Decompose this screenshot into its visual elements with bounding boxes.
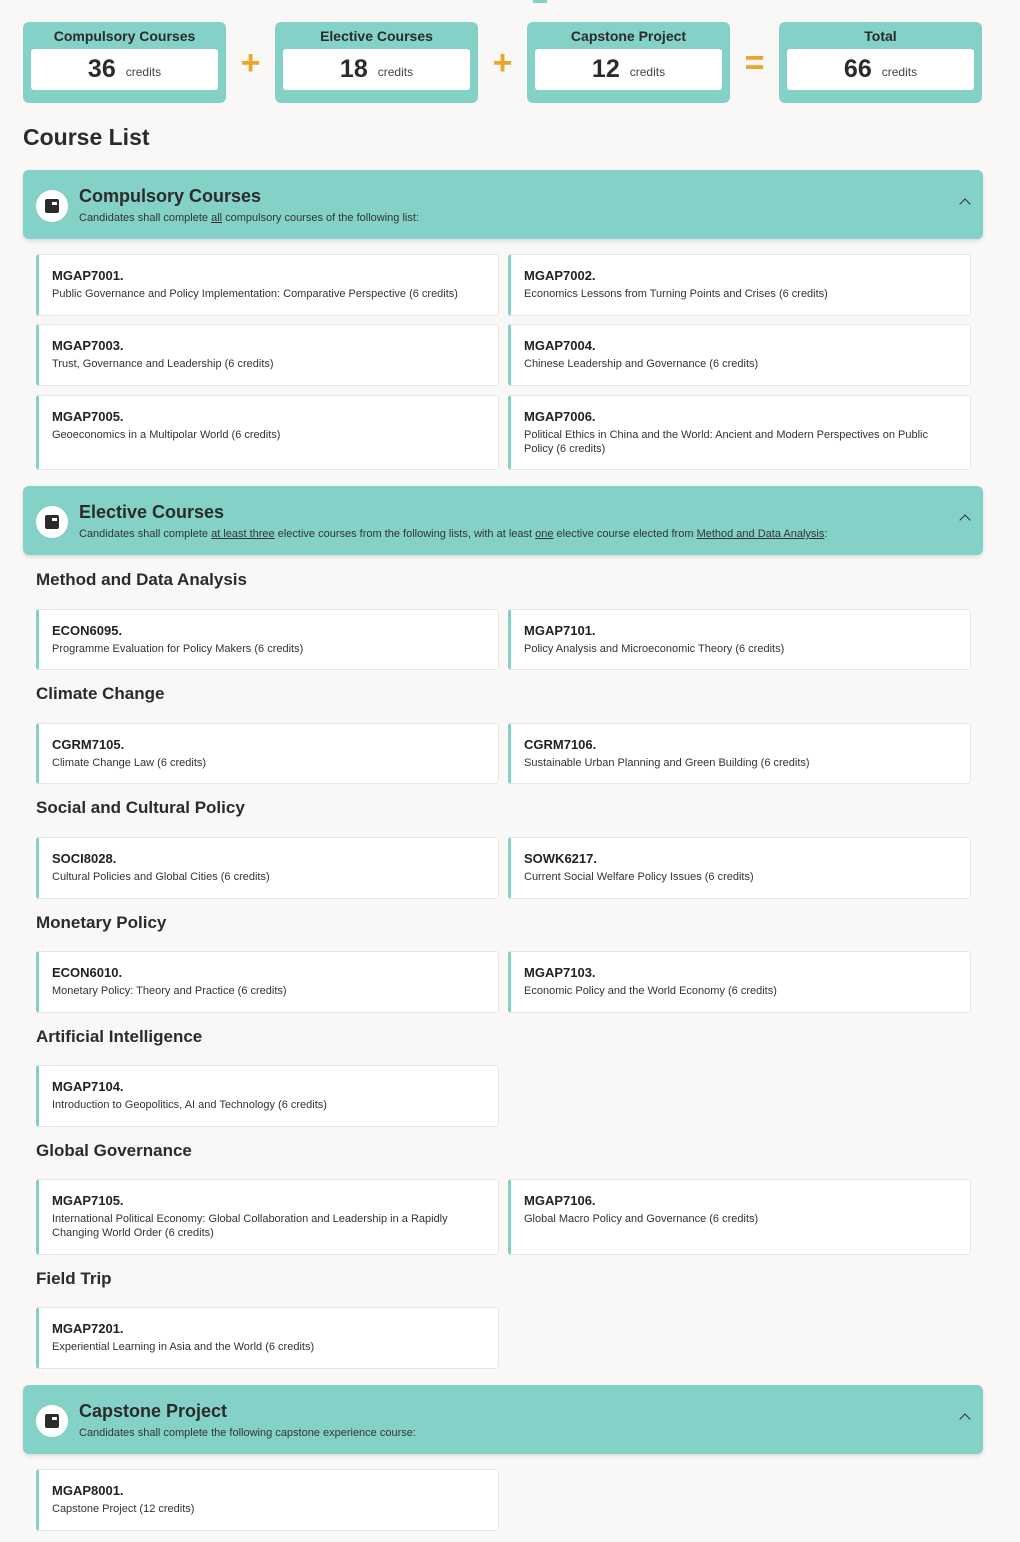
course-card[interactable]: [508, 324, 971, 386]
course-card[interactable]: [36, 254, 499, 316]
card-title: Compulsory Courses: [53, 28, 196, 44]
course-code: SOWK6217.: [524, 851, 597, 866]
course-card[interactable]: [36, 837, 499, 899]
group-title: Field Trip: [36, 1269, 112, 1288]
course-card[interactable]: [36, 395, 499, 470]
course-code: ECON6010.: [52, 965, 123, 980]
course-name: Climate Change Law (6 credits): [52, 757, 207, 769]
total-credits-card: [779, 22, 982, 103]
course-name: Public Governance and Policy Implementation: Comparative Perspective (6 credits): [52, 288, 458, 300]
course-code: MGAP7002.: [524, 268, 596, 283]
compulsory-section-header[interactable]: [23, 170, 983, 239]
card-unit: credits: [125, 65, 162, 79]
course-code: MGAP7003.: [52, 338, 124, 353]
section-description: Candidates shall complete the following capstone experience course:: [79, 1427, 416, 1439]
book-icon: [36, 1405, 68, 1437]
course-code: MGAP7201.: [52, 1321, 124, 1336]
course-name: Geoeconomics in a Multipolar World (6 credits): [52, 429, 281, 441]
card-value-box: [283, 49, 470, 90]
capstone-credits-card: [527, 22, 730, 103]
course-card[interactable]: [36, 1307, 499, 1369]
course-card[interactable]: [36, 609, 499, 670]
course-name: Cultural Policies and Global Cities (6 credits): [52, 871, 270, 883]
group-title: Artificial Intelligence: [36, 1027, 203, 1046]
course-code: MGAP7104.: [52, 1079, 124, 1094]
course-code: MGAP7106.: [524, 1193, 596, 1208]
course-card[interactable]: [36, 723, 499, 784]
card-unit: credits: [881, 65, 918, 79]
credit-summary: [23, 22, 983, 103]
course-name: Political Ethics in China and the World: Ancient and Modern Perspectives on Public Policy (6 credits): [524, 429, 928, 455]
course-card[interactable]: [508, 1179, 971, 1255]
course-name: Policy Analysis and Microeconomic Theory (6 credits): [524, 643, 785, 655]
card-unit: credits: [377, 65, 414, 79]
course-name: Experiential Learning in Asia and the World (6 credits): [52, 1341, 315, 1353]
course-card[interactable]: [36, 1179, 499, 1255]
card-value-box: [31, 49, 218, 90]
card-value: 36: [87, 55, 116, 83]
course-name: Monetary Policy: Theory and Practice (6 credits): [52, 985, 287, 997]
group-title: Monetary Policy: [36, 913, 167, 932]
chevron-up-icon[interactable]: [959, 198, 970, 209]
course-code: MGAP7101.: [524, 623, 596, 638]
course-card[interactable]: [508, 254, 971, 316]
section-title: Elective Courses: [79, 502, 225, 522]
group-title: Climate Change: [36, 684, 165, 703]
course-code: MGAP7105.: [52, 1193, 124, 1208]
course-code: MGAP7001.: [52, 268, 124, 283]
course-code: MGAP7004.: [524, 338, 596, 353]
course-card[interactable]: [36, 324, 499, 386]
card-value-box: [535, 49, 722, 90]
course-card[interactable]: [508, 723, 971, 784]
section-description: Candidates shall complete all compulsory courses of the following list:: [79, 212, 419, 224]
course-name: Trust, Governance and Leadership (6 credits): [52, 358, 274, 370]
group-title: Global Governance: [36, 1141, 192, 1160]
course-card[interactable]: [508, 837, 971, 899]
section-title: Capstone Project: [79, 1401, 228, 1421]
course-name: International Political Economy: Global Collaboration and Leadership in a Rapidly Changing World Order (6 credits): [52, 1213, 448, 1239]
section-title: Compulsory Courses: [79, 186, 262, 206]
chevron-up-icon[interactable]: [959, 514, 970, 525]
equals-sign: =: [744, 44, 765, 82]
course-card[interactable]: [36, 951, 499, 1013]
course-code: MGAP7005.: [52, 409, 124, 424]
course-card[interactable]: [508, 951, 971, 1013]
plus-sign: +: [240, 44, 261, 82]
clipped-text-line: [18, 0, 538, 2]
card-value: 12: [591, 55, 620, 83]
course-name: Economic Policy and the World Economy (6 credits): [524, 985, 777, 997]
course-card[interactable]: [508, 395, 971, 470]
course-card[interactable]: [36, 1469, 499, 1531]
card-title: Capstone Project: [570, 28, 687, 44]
plus-sign: +: [492, 44, 513, 82]
card-title: Elective Courses: [320, 28, 433, 44]
course-card[interactable]: [36, 1065, 499, 1127]
course-code: ECON6095.: [52, 623, 123, 638]
book-icon: [36, 190, 68, 222]
course-code: MGAP7103.: [524, 965, 596, 980]
group-title: Method and Data Analysis: [36, 570, 247, 589]
course-card[interactable]: [508, 609, 971, 670]
card-value: 66: [843, 55, 872, 83]
card-unit: credits: [629, 65, 666, 79]
section-description: Candidates shall complete at least three elective courses from the following lists, with at least one elective course elected from Method and Data Analysis:: [79, 528, 828, 540]
course-code: MGAP8001.: [52, 1483, 124, 1498]
group-title: Social and Cultural Policy: [36, 798, 245, 817]
course-name: Chinese Leadership and Governance (6 credits): [524, 358, 759, 370]
course-name: Programme Evaluation for Policy Makers (6 credits): [52, 643, 304, 655]
course-name: Introduction to Geopolitics, AI and Technology (6 credits): [52, 1099, 327, 1111]
course-code: MGAP7006.: [524, 409, 596, 424]
course-code: CGRM7106.: [524, 737, 597, 752]
course-code: CGRM7105.: [52, 737, 125, 752]
course-code: SOCI8028.: [52, 851, 117, 866]
course-name: Capstone Project (12 credits): [52, 1503, 195, 1515]
course-name: Current Social Welfare Policy Issues (6 credits): [524, 871, 754, 883]
card-value-box: [787, 49, 974, 90]
course-name: Sustainable Urban Planning and Green Building (6 credits): [524, 757, 810, 769]
capstone-section-header[interactable]: [23, 1385, 983, 1454]
course-name: Economics Lessons from Turning Points and Crises (6 credits): [524, 288, 828, 300]
book-icon: [36, 506, 68, 538]
clipped-highlight: [533, 0, 547, 3]
elective-section-header[interactable]: [23, 486, 983, 555]
top-clipped-text: [0, 0, 1020, 6]
elective-credits-card: [275, 22, 478, 103]
course-name: Global Macro Policy and Governance (6 credits): [524, 1213, 759, 1225]
card-value: 18: [339, 55, 368, 83]
card-title: Total: [864, 28, 897, 44]
chevron-up-icon[interactable]: [959, 1413, 970, 1424]
compulsory-credits-card: [23, 22, 226, 103]
course-list-heading: Course List: [23, 124, 150, 150]
